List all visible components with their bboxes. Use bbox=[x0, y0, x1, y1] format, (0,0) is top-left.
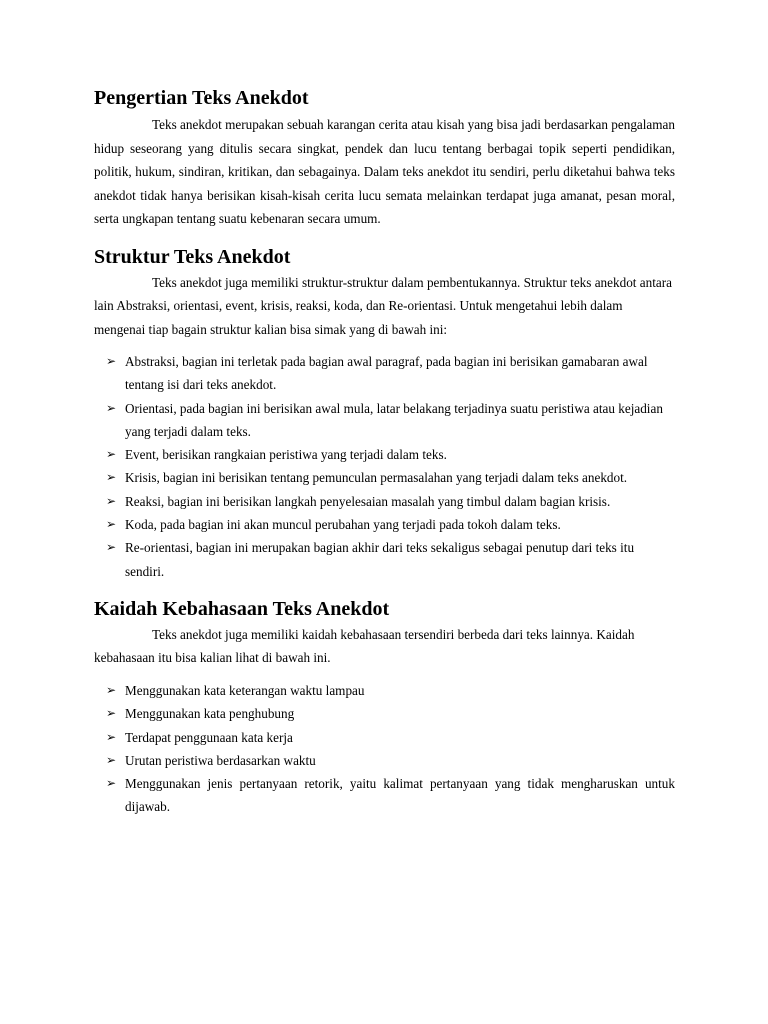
section-title-kaidah: Kaidah Kebahasaan Teks Anekdot bbox=[94, 597, 390, 620]
list-item-text: Urutan peristiwa berdasarkan waktu bbox=[125, 752, 316, 768]
arrow-bullet-icon: ➢ bbox=[106, 493, 117, 508]
list-item bbox=[94, 350, 675, 397]
struktur-list bbox=[94, 350, 675, 583]
arrow-bullet-icon: ➢ bbox=[106, 752, 117, 767]
document-page bbox=[94, 86, 675, 819]
list-item-text: Menggunakan kata penghubung bbox=[125, 706, 295, 722]
list-item-text: Menggunakan kata keterangan waktu lampau bbox=[125, 682, 365, 698]
arrow-bullet-icon: ➢ bbox=[106, 470, 117, 485]
list-item-text: Koda, pada bagian ini akan muncul perubahan yang terjadi pada tokoh dalam teks. bbox=[125, 517, 561, 533]
section-title-pengertian: Pengertian Teks Anekdot bbox=[94, 87, 309, 109]
section-paragraph-pengertian: Teks anekdot merupakan sebuah karangan cerita atau kisah yang bisa jadi berdasarkan pengalaman hidup seseorang yang ditulis secara singkat, pendek dan lucu tentang berbagai topik seperti pendidikan, politik, hukum, sindiran, kritikan, dan sebagainya. Dalam teks anekdot itu sendiri, perlu diketahui bahwa teks anekdot tidak hanya berisikan kisah-kisah cerita lucu semata melainkan terdapat juga amanat, pesan moral, serta ungkapan tentang suatu kebenaran secara umum. bbox=[94, 117, 675, 226]
list-item bbox=[94, 679, 675, 702]
list-item bbox=[94, 466, 675, 489]
list-item bbox=[94, 772, 675, 819]
list-item-text: Terdapat penggunaan kata kerja bbox=[125, 729, 293, 745]
list-item-text: Orientasi, pada bagian ini berisikan awal mula, latar belakang terjadinya suatu peristiwa atau kejadian yang terjadi dalam teks. bbox=[125, 400, 663, 439]
list-item bbox=[94, 749, 675, 772]
list-item bbox=[94, 397, 675, 444]
arrow-bullet-icon: ➢ bbox=[106, 354, 117, 368]
arrow-bullet-icon: ➢ bbox=[106, 776, 117, 791]
kaidah-list bbox=[94, 679, 675, 819]
list-item bbox=[94, 536, 675, 583]
arrow-bullet-icon: ➢ bbox=[106, 517, 117, 532]
list-item-text: Menggunakan jenis pertanyaan retorik, yaitu kalimat pertanyaan yang tidak mengharuskan untuk dijawab. bbox=[125, 776, 675, 815]
section-paragraph-kaidah: Teks anekdot juga memiliki kaidah kebahasaan tersendiri berbeda dari teks lainnya. Kaidah kebahasaan itu bisa kalian lihat di bawah ini. bbox=[94, 626, 635, 666]
list-item bbox=[94, 490, 675, 513]
list-item-text: Re-orientasi, bagian ini merupakan bagian akhir dari teks sekaligus sebagai penutup dari teks itu sendiri. bbox=[125, 540, 635, 579]
list-item-text: Reaksi, bagian ini berisikan langkah penyelesaian masalah yang timbul dalam bagian krisis. bbox=[125, 493, 611, 509]
section-title-struktur: Struktur Teks Anekdot bbox=[94, 245, 291, 268]
list-item-text: Abstraksi, bagian ini terletak pada bagian awal paragraf, pada bagian ini berisikan gamabaran awal tentang isi dari teks anekdot. bbox=[125, 354, 648, 393]
list-item-text: Event, berisikan rangkaian peristiwa yang terjadi dalam teks. bbox=[125, 447, 447, 463]
arrow-bullet-icon: ➢ bbox=[106, 447, 117, 462]
arrow-bullet-icon: ➢ bbox=[106, 400, 117, 415]
arrow-bullet-icon: ➢ bbox=[106, 706, 117, 721]
list-item-text: Krisis, bagian ini berisikan tentang pemunculan permasalahan yang terjadi dalam teks anekdot. bbox=[125, 470, 628, 486]
arrow-bullet-icon: ➢ bbox=[106, 729, 117, 744]
arrow-bullet-icon: ➢ bbox=[106, 540, 117, 555]
list-item bbox=[94, 513, 675, 536]
list-item bbox=[94, 702, 675, 725]
list-item bbox=[94, 443, 675, 466]
list-item bbox=[94, 726, 675, 749]
section-paragraph-struktur: Teks anekdot juga memiliki struktur-struktur dalam pembentukannya. Struktur teks anekdot antara lain Abstraksi, orientasi, event, krisis, reaksi, koda, dan Re-orientasi. Untuk mengetahui lebih dalam mengenai tiap bagain struktur kalian bisa simak yang di bawah ini: bbox=[94, 274, 672, 337]
arrow-bullet-icon: ➢ bbox=[106, 682, 117, 697]
